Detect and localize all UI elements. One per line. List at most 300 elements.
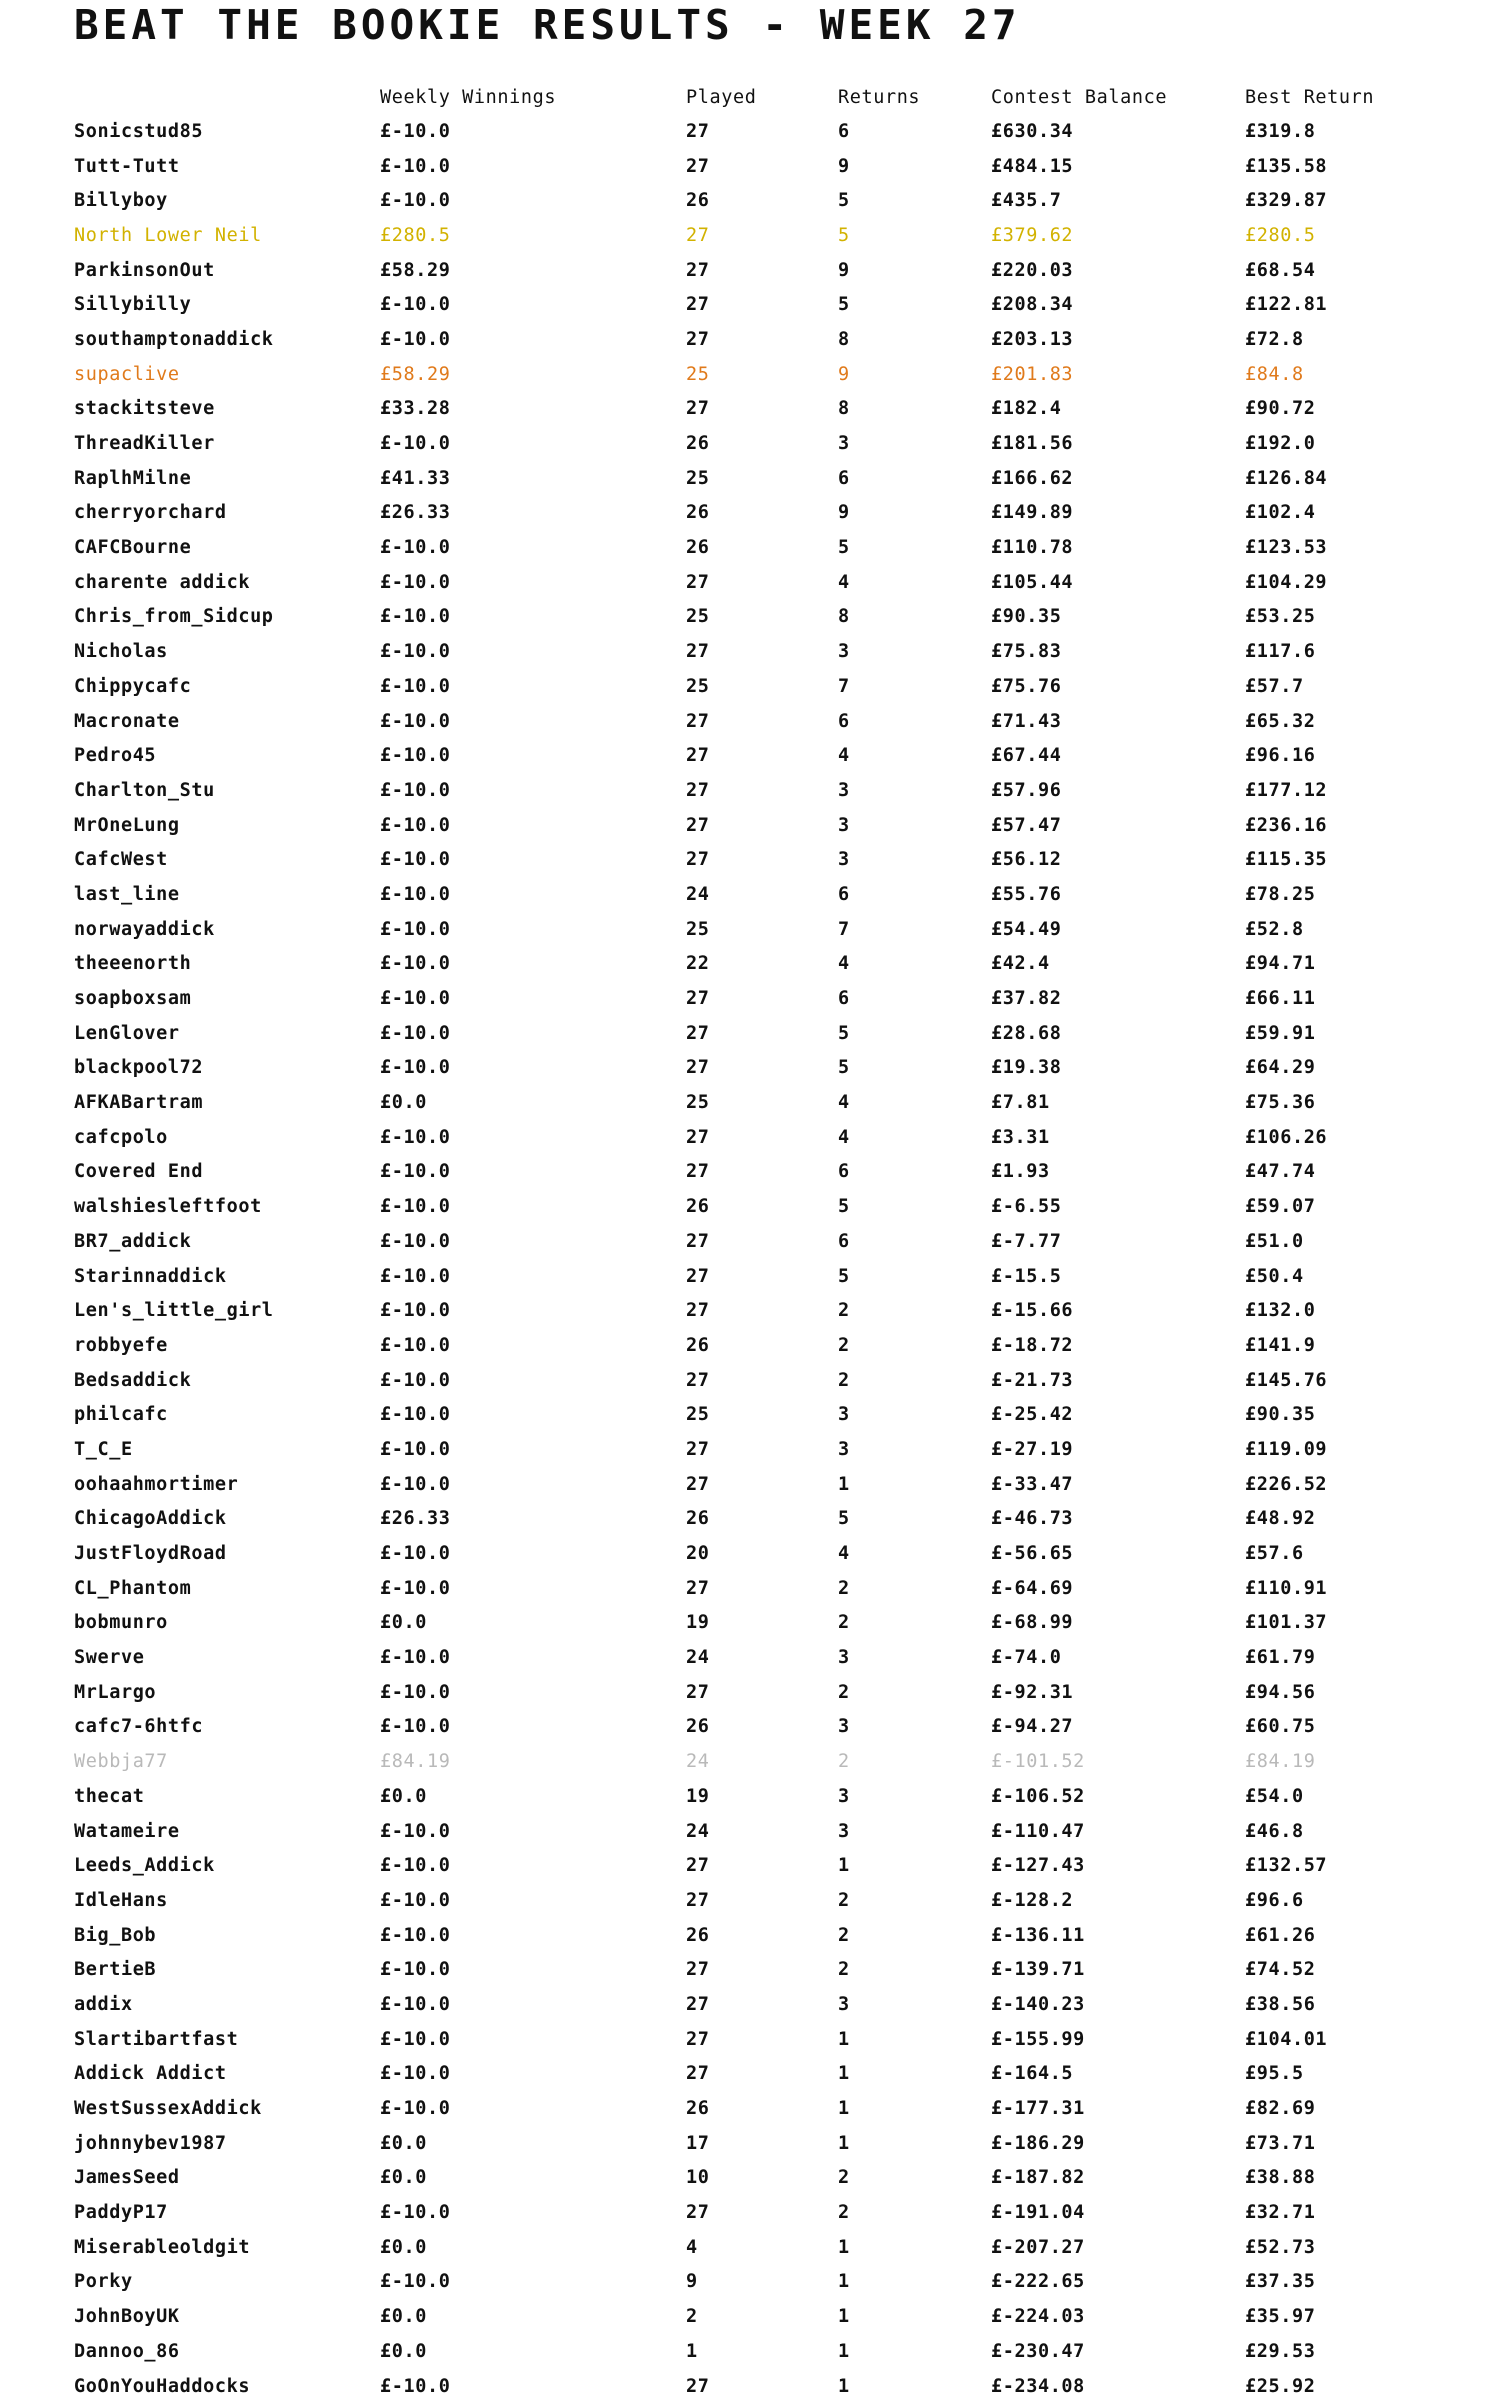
table-row (74, 877, 1474, 912)
player-name-cell: JustFloydRoad (74, 1543, 227, 1565)
played-count-cell: 27 (686, 224, 710, 246)
table-row (74, 1883, 1474, 1918)
best-return-cell: £59.91 (1245, 1022, 1316, 1044)
player-name-cell: AFKABartram (74, 1092, 204, 1114)
played-count-cell: 27 (686, 1889, 710, 1911)
played-count-cell: 27 (686, 1577, 710, 1599)
returns-count-cell: 2 (838, 1681, 850, 1703)
weekly-winnings-cell: £58.29 (380, 259, 451, 281)
best-return-cell: £37.35 (1245, 2271, 1316, 2293)
played-count-cell: 27 (686, 710, 710, 732)
weekly-winnings-cell: £0.0 (380, 2306, 427, 2328)
best-return-cell: £126.84 (1245, 467, 1328, 489)
contest-balance-cell: £-230.47 (991, 2340, 1085, 2362)
played-count-cell: 27 (686, 294, 710, 316)
best-return-cell: £110.91 (1245, 1577, 1328, 1599)
best-return-cell: £57.7 (1245, 675, 1304, 697)
returns-count-cell: 2 (838, 1577, 850, 1599)
header-played: Played (686, 86, 757, 108)
returns-count-cell: 1 (838, 2340, 850, 2362)
weekly-winnings-cell: £-10.0 (380, 294, 451, 316)
weekly-winnings-cell: £-10.0 (380, 1716, 451, 1738)
weekly-winnings-cell: £-10.0 (380, 779, 451, 801)
weekly-winnings-cell: £-10.0 (380, 2063, 451, 2085)
header-weekly-winnings: Weekly Winnings (380, 86, 557, 108)
weekly-winnings-cell: £-10.0 (380, 1681, 451, 1703)
returns-count-cell: 3 (838, 1438, 850, 1460)
contest-balance-cell: £1.93 (991, 1161, 1050, 1183)
weekly-winnings-cell: £-10.0 (380, 1161, 451, 1183)
best-return-cell: £74.52 (1245, 1959, 1316, 1981)
best-return-cell: £51.0 (1245, 1230, 1304, 1252)
best-return-cell: £94.56 (1245, 1681, 1316, 1703)
best-return-cell: £73.71 (1245, 2132, 1316, 2154)
best-return-cell: £101.37 (1245, 1612, 1328, 1634)
returns-count-cell: 1 (838, 2098, 850, 2120)
returns-count-cell: 1 (838, 2236, 850, 2258)
table-row (74, 1259, 1474, 1294)
weekly-winnings-cell: £-10.0 (380, 155, 451, 177)
contest-balance-cell: £-207.27 (991, 2236, 1085, 2258)
contest-balance-cell: £75.76 (991, 675, 1062, 697)
weekly-winnings-cell: £0.0 (380, 2340, 427, 2362)
played-count-cell: 27 (686, 1681, 710, 1703)
played-count-cell: 26 (686, 537, 710, 559)
table-row (74, 1571, 1474, 1606)
table-row (74, 2057, 1474, 2092)
contest-balance-cell: £-74.0 (991, 1647, 1062, 1669)
best-return-cell: £38.56 (1245, 1993, 1316, 2015)
player-name-cell: CL_Phantom (74, 1577, 192, 1599)
returns-count-cell: 2 (838, 1300, 850, 1322)
played-count-cell: 2 (686, 2306, 698, 2328)
player-name-cell: Dannoo_86 (74, 2340, 180, 2362)
best-return-cell: £54.0 (1245, 1785, 1304, 1807)
table-row (74, 1918, 1474, 1953)
contest-balance-cell: £105.44 (991, 571, 1074, 593)
played-count-cell: 27 (686, 814, 710, 836)
contest-balance-cell: £-127.43 (991, 1855, 1085, 1877)
best-return-cell: £122.81 (1245, 294, 1328, 316)
played-count-cell: 24 (686, 1751, 710, 1773)
player-name-cell: WestSussexAddick (74, 2098, 262, 2120)
returns-count-cell: 2 (838, 1751, 850, 1773)
returns-count-cell: 2 (838, 1889, 850, 1911)
contest-balance-cell: £-6.55 (991, 1196, 1062, 1218)
weekly-winnings-cell: £-10.0 (380, 814, 451, 836)
player-name-cell: addix (74, 1993, 133, 2015)
contest-balance-cell: £3.31 (991, 1126, 1050, 1148)
weekly-winnings-cell: £-10.0 (380, 433, 451, 455)
best-return-cell: £90.72 (1245, 398, 1316, 420)
weekly-winnings-cell: £-10.0 (380, 1334, 451, 1356)
weekly-winnings-cell: £0.0 (380, 1092, 427, 1114)
player-name-cell: Nicholas (74, 641, 168, 663)
returns-count-cell: 5 (838, 1022, 850, 1044)
played-count-cell: 25 (686, 363, 710, 385)
weekly-winnings-cell: £-10.0 (380, 1057, 451, 1079)
weekly-winnings-cell: £-10.0 (380, 1924, 451, 1946)
table-row (74, 1085, 1474, 1120)
contest-balance-cell: £-128.2 (991, 1889, 1074, 1911)
weekly-winnings-cell: £-10.0 (380, 2098, 451, 2120)
player-name-cell: theeenorth (74, 953, 192, 975)
played-count-cell: 27 (686, 2202, 710, 2224)
returns-count-cell: 3 (838, 641, 850, 663)
best-return-cell: £61.26 (1245, 1924, 1316, 1946)
player-name-cell: cafcpolo (74, 1126, 168, 1148)
played-count-cell: 26 (686, 1508, 710, 1530)
contest-balance-cell: £-139.71 (991, 1959, 1085, 1981)
contest-balance-cell: £-101.52 (991, 1751, 1085, 1773)
played-count-cell: 27 (686, 1959, 710, 1981)
played-count-cell: 24 (686, 883, 710, 905)
player-name-cell: RaplhMilne (74, 467, 192, 489)
best-return-cell: £60.75 (1245, 1716, 1316, 1738)
table-row (74, 218, 1474, 253)
returns-count-cell: 2 (838, 1959, 850, 1981)
returns-count-cell: 1 (838, 2028, 850, 2050)
weekly-winnings-cell: £-10.0 (380, 2202, 451, 2224)
best-return-cell: £141.9 (1245, 1334, 1316, 1356)
played-count-cell: 25 (686, 1092, 710, 1114)
returns-count-cell: 2 (838, 2167, 850, 2189)
best-return-cell: £117.6 (1245, 641, 1316, 663)
table-row (74, 183, 1474, 218)
weekly-winnings-cell: £-10.0 (380, 1300, 451, 1322)
contest-balance-cell: £484.15 (991, 155, 1074, 177)
returns-count-cell: 3 (838, 1716, 850, 1738)
weekly-winnings-cell: £-10.0 (380, 849, 451, 871)
table-row (74, 496, 1474, 531)
weekly-winnings-cell: £-10.0 (380, 1577, 451, 1599)
played-count-cell: 27 (686, 1230, 710, 1252)
player-name-cell: Webbja77 (74, 1751, 168, 1773)
returns-count-cell: 8 (838, 328, 850, 350)
played-count-cell: 25 (686, 1404, 710, 1426)
table-row (74, 704, 1474, 739)
table-row (74, 1432, 1474, 1467)
best-return-cell: £145.76 (1245, 1369, 1328, 1391)
played-count-cell: 27 (686, 1161, 710, 1183)
best-return-cell: £102.4 (1245, 502, 1316, 524)
contest-balance-cell: £-106.52 (991, 1785, 1085, 1807)
played-count-cell: 27 (686, 1300, 710, 1322)
weekly-winnings-cell: £84.19 (380, 1751, 451, 1773)
weekly-winnings-cell: £0.0 (380, 1785, 427, 1807)
table-row (74, 287, 1474, 322)
played-count-cell: 27 (686, 1369, 710, 1391)
player-name-cell: CafcWest (74, 849, 168, 871)
played-count-cell: 27 (686, 1855, 710, 1877)
played-count-cell: 25 (686, 918, 710, 940)
contest-balance-cell: £-68.99 (991, 1612, 1074, 1634)
best-return-cell: £82.69 (1245, 2098, 1316, 2120)
contest-balance-cell: £54.49 (991, 918, 1062, 940)
played-count-cell: 24 (686, 1820, 710, 1842)
table-row (74, 1051, 1474, 1086)
table-row (74, 1710, 1474, 1745)
contest-balance-cell: £57.96 (991, 779, 1062, 801)
player-name-cell: Starinnaddick (74, 1265, 227, 1287)
page-title: BEAT THE BOOKIE RESULTS - WEEK 27 (74, 1, 1021, 49)
returns-count-cell: 8 (838, 606, 850, 628)
player-name-cell: PaddyP17 (74, 2202, 168, 2224)
returns-count-cell: 4 (838, 1543, 850, 1565)
contest-balance-cell: £166.62 (991, 467, 1074, 489)
player-name-cell: MrOneLung (74, 814, 180, 836)
played-count-cell: 24 (686, 1647, 710, 1669)
weekly-winnings-cell: £-10.0 (380, 1959, 451, 1981)
player-name-cell: Chippycafc (74, 675, 192, 697)
player-name-cell: North Lower Neil (74, 224, 262, 246)
weekly-winnings-cell: £0.0 (380, 2236, 427, 2258)
player-name-cell: Slartibartfast (74, 2028, 239, 2050)
contest-balance-cell: £-224.03 (991, 2306, 1085, 2328)
contest-balance-cell: £-18.72 (991, 1334, 1074, 1356)
best-return-cell: £46.8 (1245, 1820, 1304, 1842)
table-row (74, 2299, 1474, 2334)
weekly-winnings-cell: £280.5 (380, 224, 451, 246)
table-row (74, 2230, 1474, 2265)
player-name-cell: charente addick (74, 571, 251, 593)
returns-count-cell: 9 (838, 363, 850, 385)
player-name-cell: robbyefe (74, 1334, 168, 1356)
best-return-cell: £96.16 (1245, 745, 1316, 767)
contest-balance-cell: £-7.77 (991, 1230, 1062, 1252)
played-count-cell: 25 (686, 606, 710, 628)
player-name-cell: last_line (74, 883, 180, 905)
played-count-cell: 27 (686, 328, 710, 350)
table-row (74, 600, 1474, 635)
weekly-winnings-cell: £-10.0 (380, 190, 451, 212)
weekly-winnings-cell: £-10.0 (380, 1820, 451, 1842)
table-row (74, 426, 1474, 461)
player-name-cell: thecat (74, 1785, 145, 1807)
table-row (74, 808, 1474, 843)
table-body (74, 114, 1474, 2403)
table-row (74, 1224, 1474, 1259)
contest-balance-cell: £182.4 (991, 398, 1062, 420)
best-return-cell: £90.35 (1245, 1404, 1316, 1426)
played-count-cell: 27 (686, 1473, 710, 1495)
weekly-winnings-cell: £-10.0 (380, 641, 451, 663)
best-return-cell: £25.92 (1245, 2375, 1316, 2397)
returns-count-cell: 8 (838, 398, 850, 420)
player-name-cell: Macronate (74, 710, 180, 732)
table-row (74, 2161, 1474, 2196)
contest-balance-cell: £-92.31 (991, 1681, 1074, 1703)
best-return-cell: £123.53 (1245, 537, 1328, 559)
returns-count-cell: 3 (838, 814, 850, 836)
player-name-cell: T_C_E (74, 1438, 133, 1460)
best-return-cell: £236.16 (1245, 814, 1328, 836)
table-row (74, 2265, 1474, 2300)
played-count-cell: 26 (686, 433, 710, 455)
played-count-cell: 27 (686, 988, 710, 1010)
weekly-winnings-cell: £-10.0 (380, 1473, 451, 1495)
weekly-winnings-cell: £-10.0 (380, 1196, 451, 1218)
best-return-cell: £75.36 (1245, 1092, 1316, 1114)
returns-count-cell: 1 (838, 2306, 850, 2328)
player-name-cell: GoOnYouHaddocks (74, 2375, 251, 2397)
player-name-cell: cafc7-6htfc (74, 1716, 204, 1738)
contest-balance-cell: £37.82 (991, 988, 1062, 1010)
player-name-cell: blackpool72 (74, 1057, 204, 1079)
played-count-cell: 4 (686, 2236, 698, 2258)
header-row (74, 80, 1474, 114)
player-name-cell: Swerve (74, 1647, 145, 1669)
player-name-cell: cherryorchard (74, 502, 227, 524)
best-return-cell: £94.71 (1245, 953, 1316, 975)
weekly-winnings-cell: £26.33 (380, 502, 451, 524)
returns-count-cell: 3 (838, 1404, 850, 1426)
returns-count-cell: 5 (838, 537, 850, 559)
player-name-cell: Pedro45 (74, 745, 157, 767)
player-name-cell: Covered End (74, 1161, 204, 1183)
returns-count-cell: 5 (838, 1508, 850, 1530)
table-row (74, 1675, 1474, 1710)
weekly-winnings-cell: £0.0 (380, 1612, 427, 1634)
best-return-cell: £68.54 (1245, 259, 1316, 281)
played-count-cell: 26 (686, 190, 710, 212)
contest-balance-cell: £-46.73 (991, 1508, 1074, 1530)
contest-balance-cell: £-27.19 (991, 1438, 1074, 1460)
weekly-winnings-cell: £-10.0 (380, 1230, 451, 1252)
contest-balance-cell: £-136.11 (991, 1924, 1085, 1946)
weekly-winnings-cell: £-10.0 (380, 1022, 451, 1044)
returns-count-cell: 4 (838, 953, 850, 975)
best-return-cell: £132.0 (1245, 1300, 1316, 1322)
table-row (74, 2126, 1474, 2161)
best-return-cell: £104.29 (1245, 571, 1328, 593)
contest-balance-cell: £149.89 (991, 502, 1074, 524)
contest-balance-cell: £630.34 (991, 120, 1074, 142)
played-count-cell: 27 (686, 641, 710, 663)
player-name-cell: Watameire (74, 1820, 180, 1842)
weekly-winnings-cell: £-10.0 (380, 1438, 451, 1460)
returns-count-cell: 1 (838, 1473, 850, 1495)
played-count-cell: 27 (686, 120, 710, 142)
returns-count-cell: 6 (838, 467, 850, 489)
returns-count-cell: 5 (838, 224, 850, 246)
played-count-cell: 27 (686, 2028, 710, 2050)
table-row (74, 1016, 1474, 1051)
table-row (74, 1363, 1474, 1398)
header-player (74, 80, 380, 114)
played-count-cell: 27 (686, 1993, 710, 2015)
returns-count-cell: 6 (838, 120, 850, 142)
table-row (74, 2091, 1474, 2126)
contest-balance-cell: £55.76 (991, 883, 1062, 905)
returns-count-cell: 4 (838, 1126, 850, 1148)
contest-balance-cell: £-177.31 (991, 2098, 1085, 2120)
table-row (74, 2022, 1474, 2057)
table-row (74, 1640, 1474, 1675)
table-row (74, 1744, 1474, 1779)
weekly-winnings-cell: £-10.0 (380, 745, 451, 767)
player-name-cell: johnnybev1987 (74, 2132, 227, 2154)
player-name-cell: MrLargo (74, 1681, 157, 1703)
played-count-cell: 27 (686, 571, 710, 593)
player-name-cell: philcafc (74, 1404, 168, 1426)
table-row (74, 461, 1474, 496)
table-row (74, 1397, 1474, 1432)
contest-balance-cell: £435.7 (991, 190, 1062, 212)
table-row (74, 1502, 1474, 1537)
played-count-cell: 25 (686, 467, 710, 489)
table-row (74, 1293, 1474, 1328)
weekly-winnings-cell: £-10.0 (380, 988, 451, 1010)
returns-count-cell: 5 (838, 1196, 850, 1218)
weekly-winnings-cell: £-10.0 (380, 1855, 451, 1877)
weekly-winnings-cell: £-10.0 (380, 1126, 451, 1148)
contest-balance-cell: £110.78 (991, 537, 1074, 559)
weekly-winnings-cell: £-10.0 (380, 1889, 451, 1911)
contest-balance-cell: £75.83 (991, 641, 1062, 663)
table-row (74, 2369, 1474, 2403)
contest-balance-cell: £67.44 (991, 745, 1062, 767)
returns-count-cell: 3 (838, 849, 850, 871)
weekly-winnings-cell: £-10.0 (380, 675, 451, 697)
table-row (74, 1467, 1474, 1502)
contest-balance-cell: £-186.29 (991, 2132, 1085, 2154)
played-count-cell: 27 (686, 1438, 710, 1460)
played-count-cell: 27 (686, 745, 710, 767)
best-return-cell: £319.8 (1245, 120, 1316, 142)
weekly-winnings-cell: £-10.0 (380, 883, 451, 905)
contest-balance-cell: £19.38 (991, 1057, 1062, 1079)
table-row (74, 392, 1474, 427)
contest-balance-cell: £181.56 (991, 433, 1074, 455)
weekly-winnings-cell: £58.29 (380, 363, 451, 385)
contest-balance-cell: £-140.23 (991, 1993, 1085, 2015)
table-row (74, 1606, 1474, 1641)
contest-balance-cell: £-164.5 (991, 2063, 1074, 2085)
returns-count-cell: 9 (838, 259, 850, 281)
played-count-cell: 20 (686, 1543, 710, 1565)
table-row (74, 981, 1474, 1016)
player-name-cell: bobmunro (74, 1612, 168, 1634)
best-return-cell: £132.57 (1245, 1855, 1328, 1877)
table-row (74, 530, 1474, 565)
weekly-winnings-cell: £-10.0 (380, 1369, 451, 1391)
best-return-cell: £29.53 (1245, 2340, 1316, 2362)
played-count-cell: 27 (686, 259, 710, 281)
weekly-winnings-cell: £-10.0 (380, 571, 451, 593)
returns-count-cell: 1 (838, 2271, 850, 2293)
best-return-cell: £96.6 (1245, 1889, 1304, 1911)
returns-count-cell: 3 (838, 1820, 850, 1842)
player-name-cell: Porky (74, 2271, 133, 2293)
weekly-winnings-cell: £-10.0 (380, 1647, 451, 1669)
played-count-cell: 22 (686, 953, 710, 975)
contest-balance-cell: £71.43 (991, 710, 1062, 732)
returns-count-cell: 6 (838, 1230, 850, 1252)
table-row (74, 149, 1474, 184)
contest-balance-cell: £-25.42 (991, 1404, 1074, 1426)
returns-count-cell: 2 (838, 1924, 850, 1946)
played-count-cell: 27 (686, 2063, 710, 2085)
weekly-winnings-cell: £-10.0 (380, 710, 451, 732)
best-return-cell: £50.4 (1245, 1265, 1304, 1287)
table-row (74, 1120, 1474, 1155)
table-row (74, 1848, 1474, 1883)
best-return-cell: £104.01 (1245, 2028, 1328, 2050)
played-count-cell: 27 (686, 849, 710, 871)
contest-balance-cell: £-64.69 (991, 1577, 1074, 1599)
contest-balance-cell: £-191.04 (991, 2202, 1085, 2224)
